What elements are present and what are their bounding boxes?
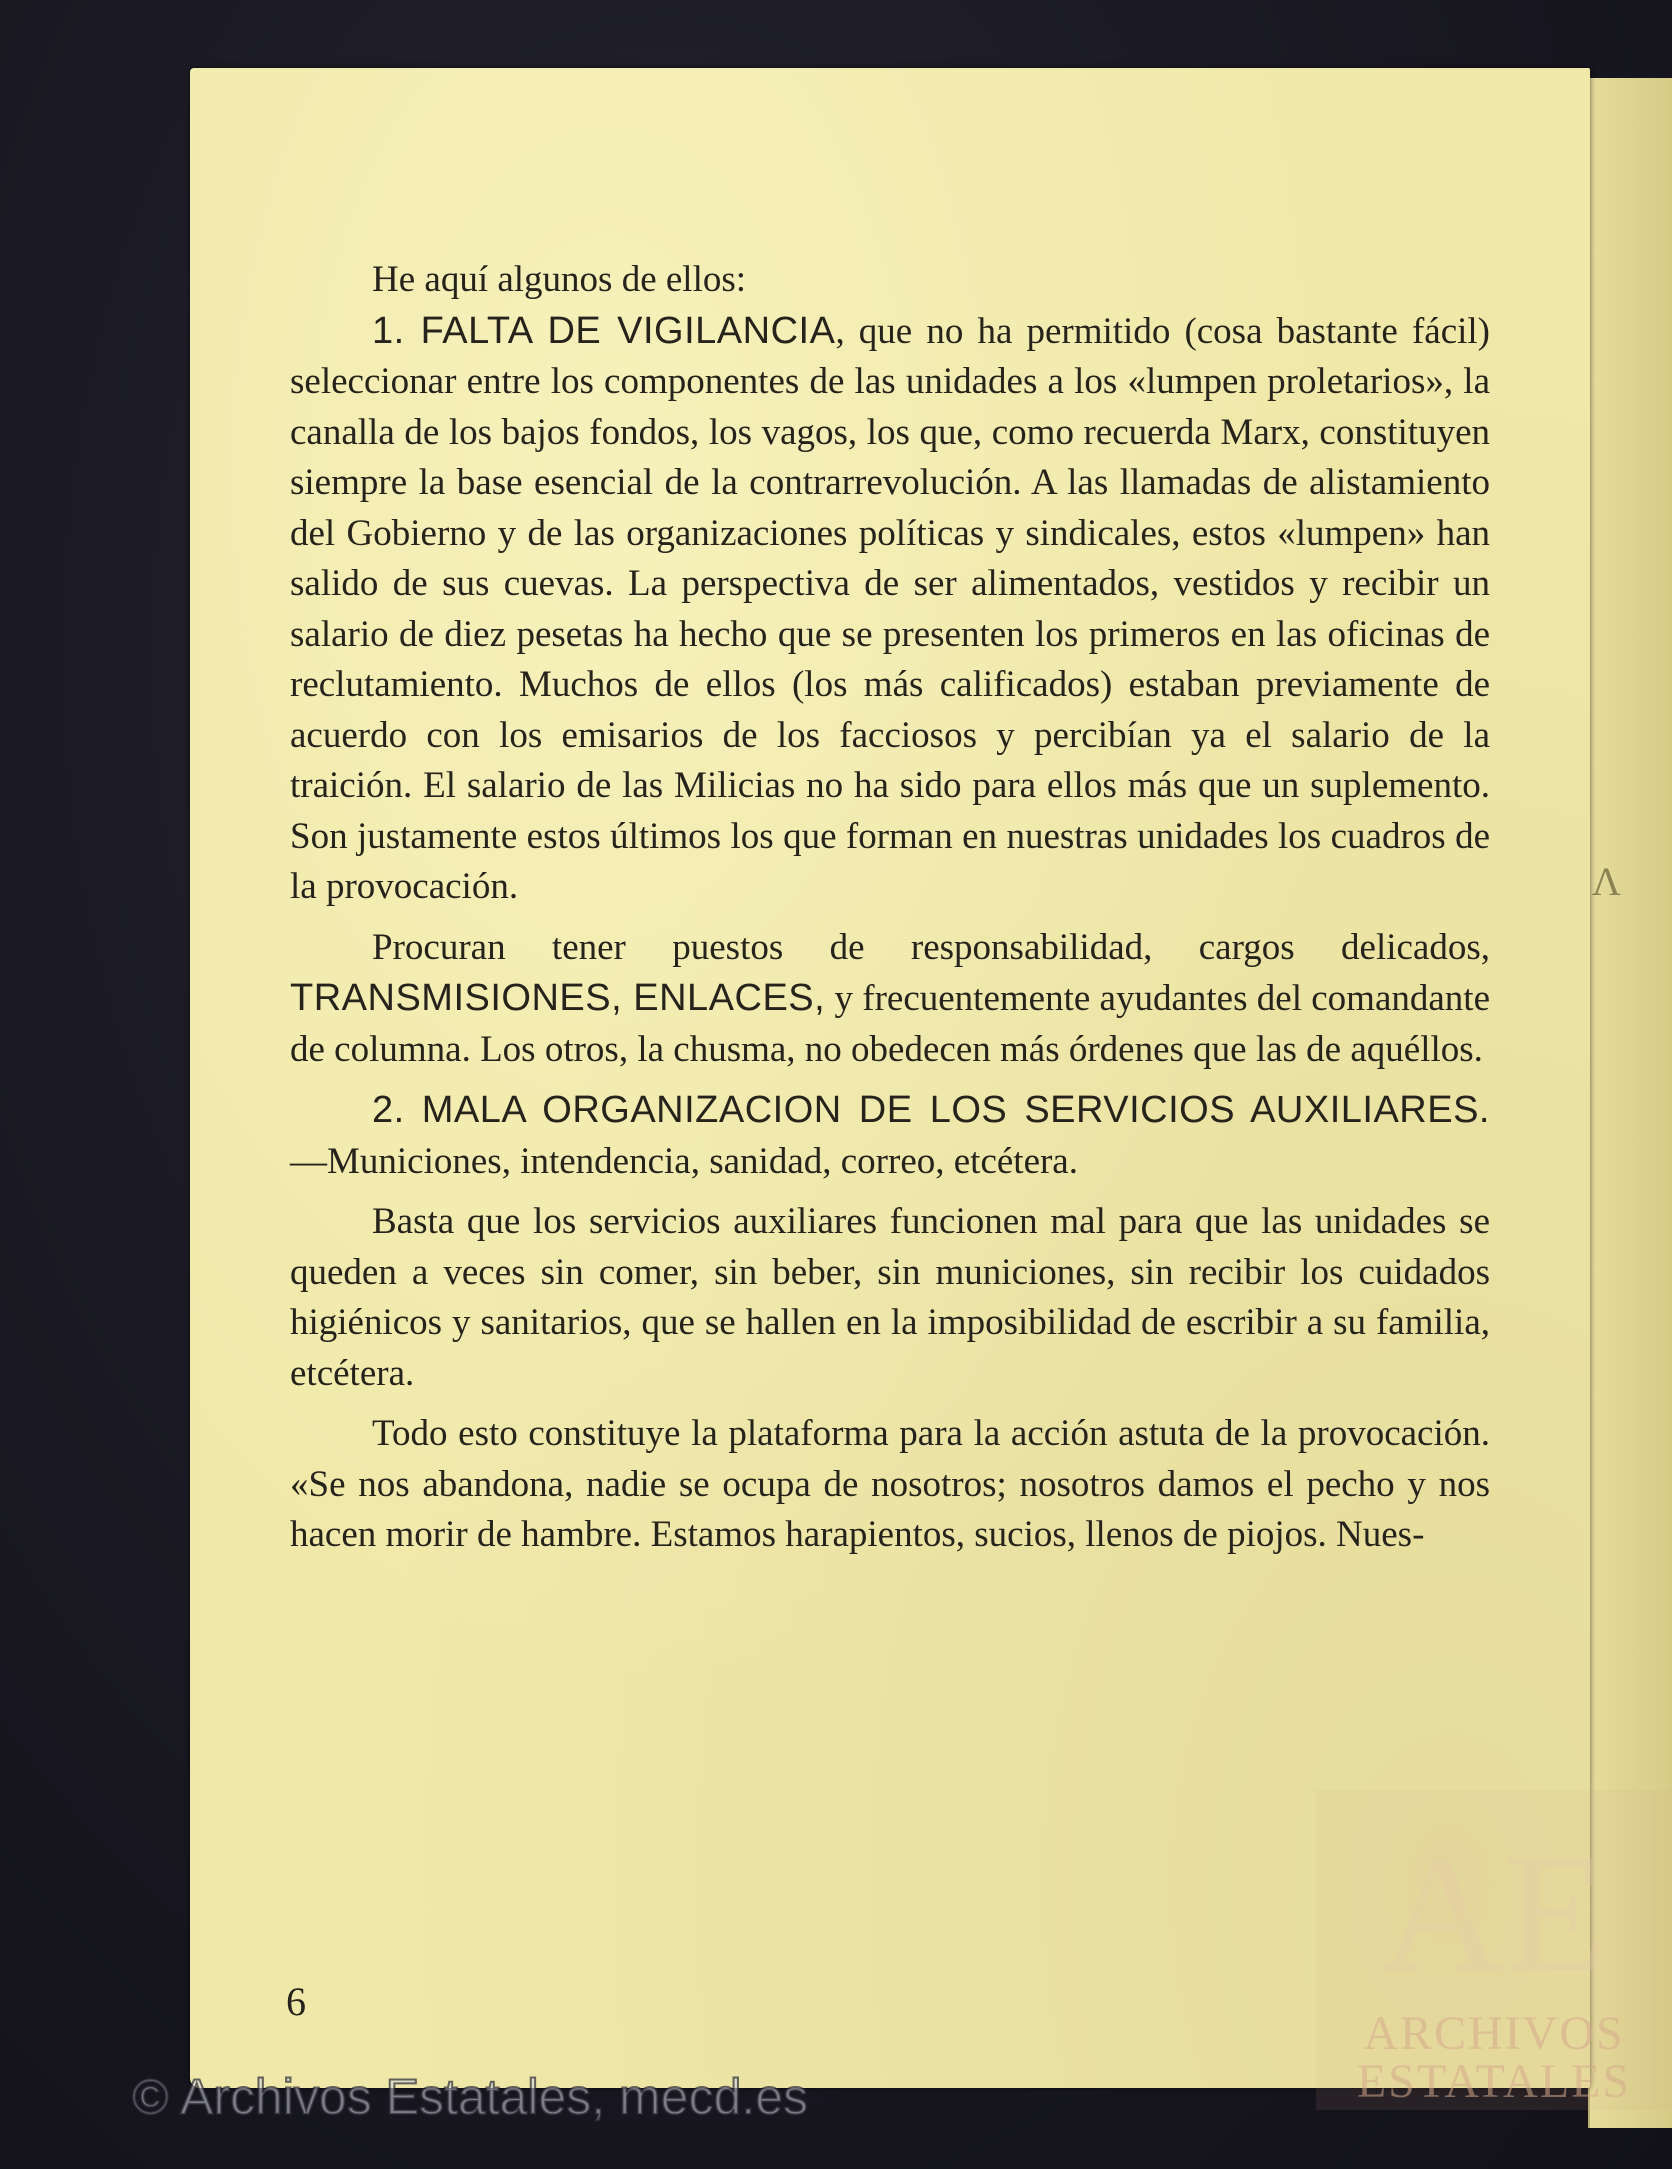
page-number: 6 xyxy=(286,1979,306,2024)
archive-seal-text xyxy=(1316,2007,1672,2108)
intro-text: He aquí algunos de ellos: xyxy=(372,259,747,300)
body-text xyxy=(290,255,1490,1571)
responsabilidad-caps: TRANSMISIONES, ENLACES, xyxy=(290,977,826,1019)
edge-pencil-mark: Ʌ xyxy=(1592,859,1622,904)
copyright-watermark: © Archivos Estatales, mecd.es xyxy=(132,2069,809,2125)
seal-line-2: ESTATALES xyxy=(1356,2055,1632,2108)
servicios-text: Basta que los servicios auxiliares funcionen mal para que las unidades se queden a veces sin comer, sin beber, sin municiones, sin recibir los cuidados higiénicos y sanitarios, que se hallen en la imposibilidad de escribir a su familia, etcétera. xyxy=(290,1201,1490,1394)
paragraph-point-2 xyxy=(290,1085,1490,1187)
paragraph-intro xyxy=(290,255,1490,306)
paragraph-point-1 xyxy=(290,306,1490,913)
point-1-text: , que no ha permitido (cosa bastante fácil) seleccionar entre los componentes de las unidades a los «lumpen proletarios», la canalla de los bajos fondos, los vagos, los que, como recuerda Marx, constituyen siempre la base esencial de la contrarrevolución. A las llamadas de alistamiento del Gobierno y de las organizaciones políticas y sindicales, estos «lumpen» han salido de sus cuevas. La perspectiva de ser alimentados, vestidos y recibir un salario de diez pesetas ha hecho que se presenten los primeros en las oficinas de reclutamiento. Muchos de ellos (los más calificados) estaban previamente de acuerdo con los emisarios de los facciosos y percibían ya el salario de la traición. El salario de las Milicias no ha sido para ellos más que un suplemento. Son justamente estos últimos los que forman en nuestras unidades los cuadros de la provocación. xyxy=(290,310,1490,907)
point-2-heading: 2. MALA ORGANIZACION DE LOS SERVICIOS AUXILIARES. xyxy=(372,1089,1490,1131)
point-1-heading: 1. FALTA DE VIGILANCIA xyxy=(372,309,836,352)
paragraph-servicios xyxy=(290,1197,1490,1399)
paragraph-plataforma xyxy=(290,1409,1490,1561)
plataforma-text: Todo esto constituye la plataforma para la acción astuta de la provocación. «Se nos abandona, nadie se ocupa de nosotros; nosotros damos el pecho y nos hacen morir de hambre. Estamos harapientos, sucios, llenos de piojos. Nues- xyxy=(290,1413,1490,1555)
point-2-text: —Municiones, intendencia, sanidad, correo, etcétera. xyxy=(290,1140,1078,1182)
svg-text:AE: AE xyxy=(1380,1819,1608,2007)
seal-line-1: ARCHIVOS xyxy=(1363,2007,1625,2060)
responsabilidad-text-a: Procuran tener puestos de responsabilidad, cargos delicados, xyxy=(372,926,1490,968)
responsabilidad-text-b: y frecuentemente ayudantes del comandante de columna. Los otros, la chusma, no obedecen más órdenes que las de aquéllos. xyxy=(290,978,1490,1070)
paragraph-responsabilidad xyxy=(290,923,1490,1076)
